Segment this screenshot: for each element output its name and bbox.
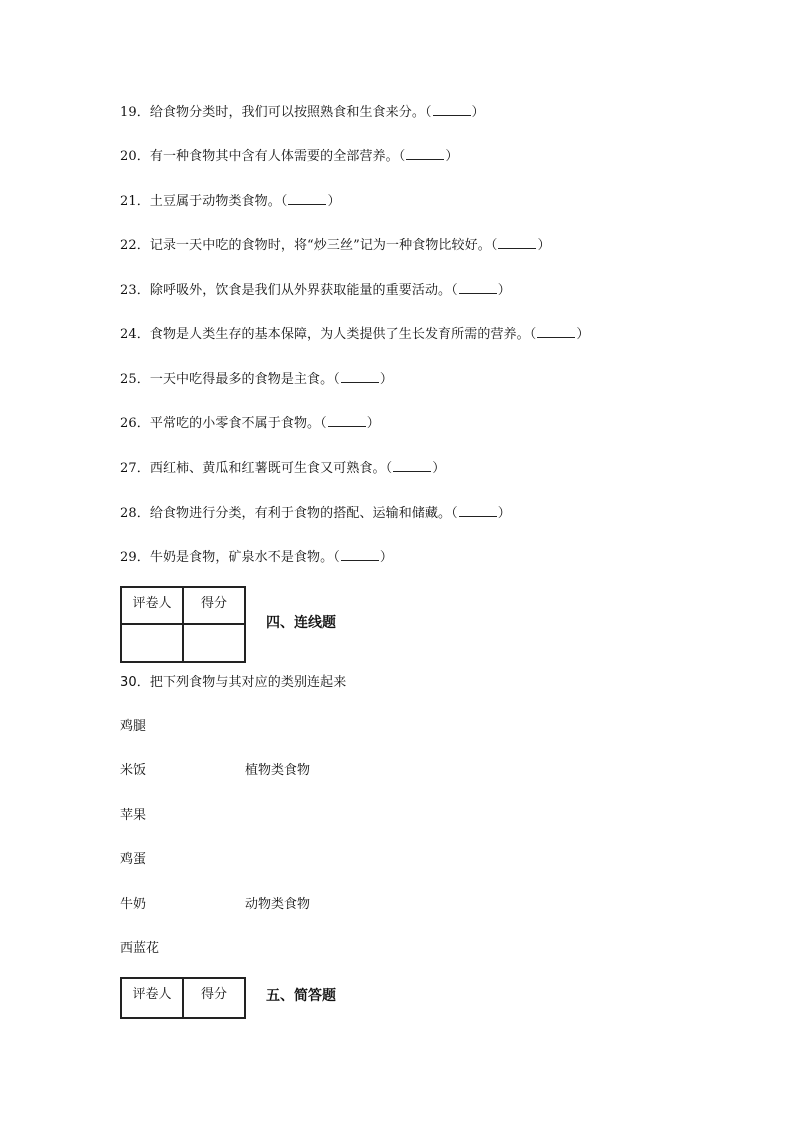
answer-blank[interactable] [459, 281, 497, 294]
grader-label: 评卷人 [121, 587, 183, 624]
answer-blank[interactable] [406, 147, 444, 160]
score-cell[interactable] [183, 624, 245, 662]
answer-blank[interactable] [328, 414, 366, 427]
food-item[interactable]: 西蓝花 [120, 941, 160, 956]
answer-blank[interactable] [341, 370, 379, 383]
question-23: 23．除呼吸外，饮食是我们从外界获取能量的重要活动。（ ） [120, 283, 511, 298]
grader-cell[interactable] [121, 624, 183, 662]
answer-blank[interactable] [498, 236, 536, 249]
question-19: 19．给食物分类时，我们可以按照熟食和生食来分。（ ） [120, 105, 485, 120]
answer-blank[interactable] [341, 548, 379, 561]
food-item[interactable]: 米饭 [120, 763, 147, 778]
question-25: 25．一天中吃得最多的食物是主食。（ ） [120, 372, 393, 387]
answer-blank[interactable] [537, 325, 575, 338]
question-26: 26．平常吃的小零食不属于食物。（ ） [120, 416, 380, 431]
answer-blank[interactable] [288, 192, 326, 205]
answer-blank[interactable] [393, 459, 431, 472]
food-item[interactable]: 牛奶 [120, 897, 147, 912]
score-box-section5 [120, 977, 246, 1019]
question-30: 30．把下列食物与其对应的类别连起来 [120, 675, 347, 690]
question-29: 29．牛奶是食物，矿泉水不是食物。（ ） [120, 550, 393, 565]
food-item[interactable]: 鸡腿 [120, 719, 147, 734]
grader-label: 评卷人 [121, 978, 183, 1018]
question-24: 24．食物是人类生存的基本保障，为人类提供了生长发育所需的营养。（ ） [120, 327, 590, 342]
answer-blank[interactable] [459, 504, 497, 517]
category-item[interactable]: 动物类食物 [245, 897, 311, 912]
food-item[interactable]: 鸡蛋 [120, 852, 147, 867]
section4-title: 四、连线题 [266, 615, 336, 631]
question-22: 22．记录一天中吃的食物时，将“炒三丝”记为一种食物比较好。（ ） [120, 238, 551, 253]
question-20: 20．有一种食物其中含有人体需要的全部营养。（ ） [120, 149, 459, 164]
answer-blank[interactable] [433, 103, 471, 116]
score-label: 得分 [183, 587, 245, 624]
question-21: 21．土豆属于动物类食物。（ ） [120, 194, 341, 209]
section5-title: 五、简答题 [266, 988, 336, 1004]
question-27: 27．西红柿、黄瓜和红薯既可生食又可熟食。（ ） [120, 461, 446, 476]
food-item[interactable]: 苹果 [120, 808, 147, 823]
score-box-section4 [120, 586, 246, 663]
category-item[interactable]: 植物类食物 [245, 763, 311, 778]
question-28: 28．给食物进行分类，有利于食物的搭配、运输和储藏。（ ） [120, 506, 511, 521]
score-label: 得分 [183, 978, 245, 1018]
